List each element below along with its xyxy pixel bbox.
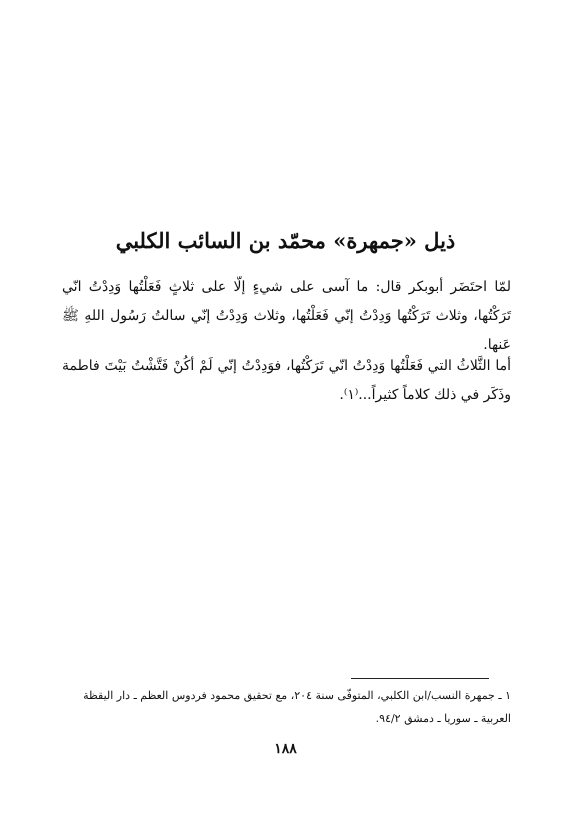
page-number: ١٨٨ — [274, 741, 297, 757]
section-heading: ذيل «جمهرة» محمّد بن السائب الكلبي — [115, 228, 456, 253]
body-paragraph-2: أما الثَّلاثُ التي فَعَلْتُها وَدِدْتُ انّي تَرَكْتُها، فوَدِدْتُ إنّي لَمْ أكُنْ فَتَّشْتُ بَيْتَ فاطمة وذَكَر في ذلك كلاماً كثيراً...⁽١⁾. — [62, 358, 511, 403]
footnote: ١ ـ جمهرة النسب/ابن الكلبي، المتوفّى سنة ٢٠٤، مع تحقيق محمود فردوس العظم ـ دار اليقظة العربية ـ سوريا ـ دمشق ٩٤/٢. — [83, 689, 511, 725]
footnote-separator — [351, 678, 489, 679]
body-paragraph-1: لمّا احتَضَر أبوبكر قال: ما آسى على شيءٍ إلّا على ثلاثٍ فَعَلْتُها وَدِدْتُ انّي تَرَكْتُها، وثلاث تَرَكْتُها وَدِدْتُ إنّي فَعَلْتُها، وثلاث وَدِدْتُ إنّي سالتُ رَسُول اللهِ ﷺ عَنها. — [62, 279, 511, 353]
